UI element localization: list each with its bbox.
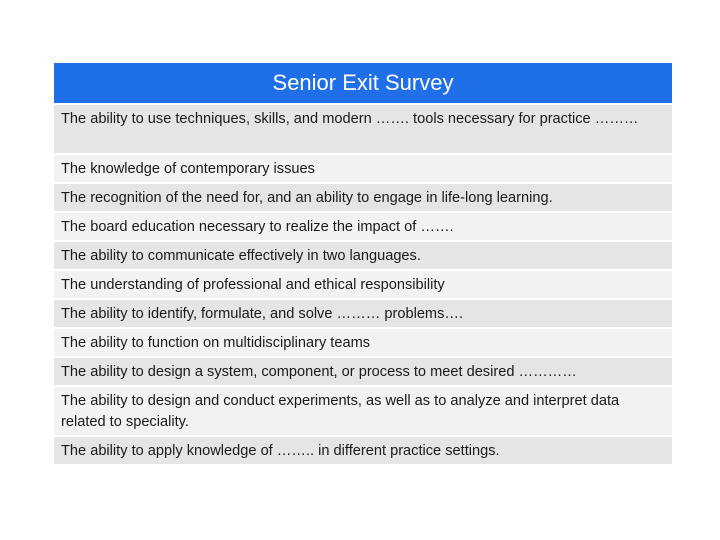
survey-item-apply-knowledge: The ability to apply knowledge of …….. in different practice settings. [54, 437, 672, 464]
survey-item-life-long-learning: The recognition of the need for, and an ability to engage in life-long learning. [54, 184, 672, 211]
survey-item-techniques-tools: The ability to use techniques, skills, and modern ……. tools necessary for practice ……… [54, 105, 672, 153]
survey-item-broad-education: The board education necessary to realize the impact of ……. [54, 213, 672, 240]
survey-item-problem-solving: The ability to identify, formulate, and solve ……… problems…. [54, 300, 672, 327]
survey-item-experiments: The ability to design and conduct experiments, as well as to analyze and interpret data related to speciality. [54, 387, 672, 435]
survey-item-contemporary-issues: The knowledge of contemporary issues [54, 155, 672, 182]
survey-item-system-design: The ability to design a system, component, or process to meet desired ………… [54, 358, 672, 385]
survey-item-multidisciplinary-teams: The ability to function on multidisciplinary teams [54, 329, 672, 356]
survey-item-communication: The ability to communicate effectively in two languages. [54, 242, 672, 269]
survey-item-ethical-responsibility: The understanding of professional and ethical responsibility [54, 271, 672, 298]
survey-title: Senior Exit Survey [54, 63, 672, 103]
survey-table [54, 63, 672, 466]
